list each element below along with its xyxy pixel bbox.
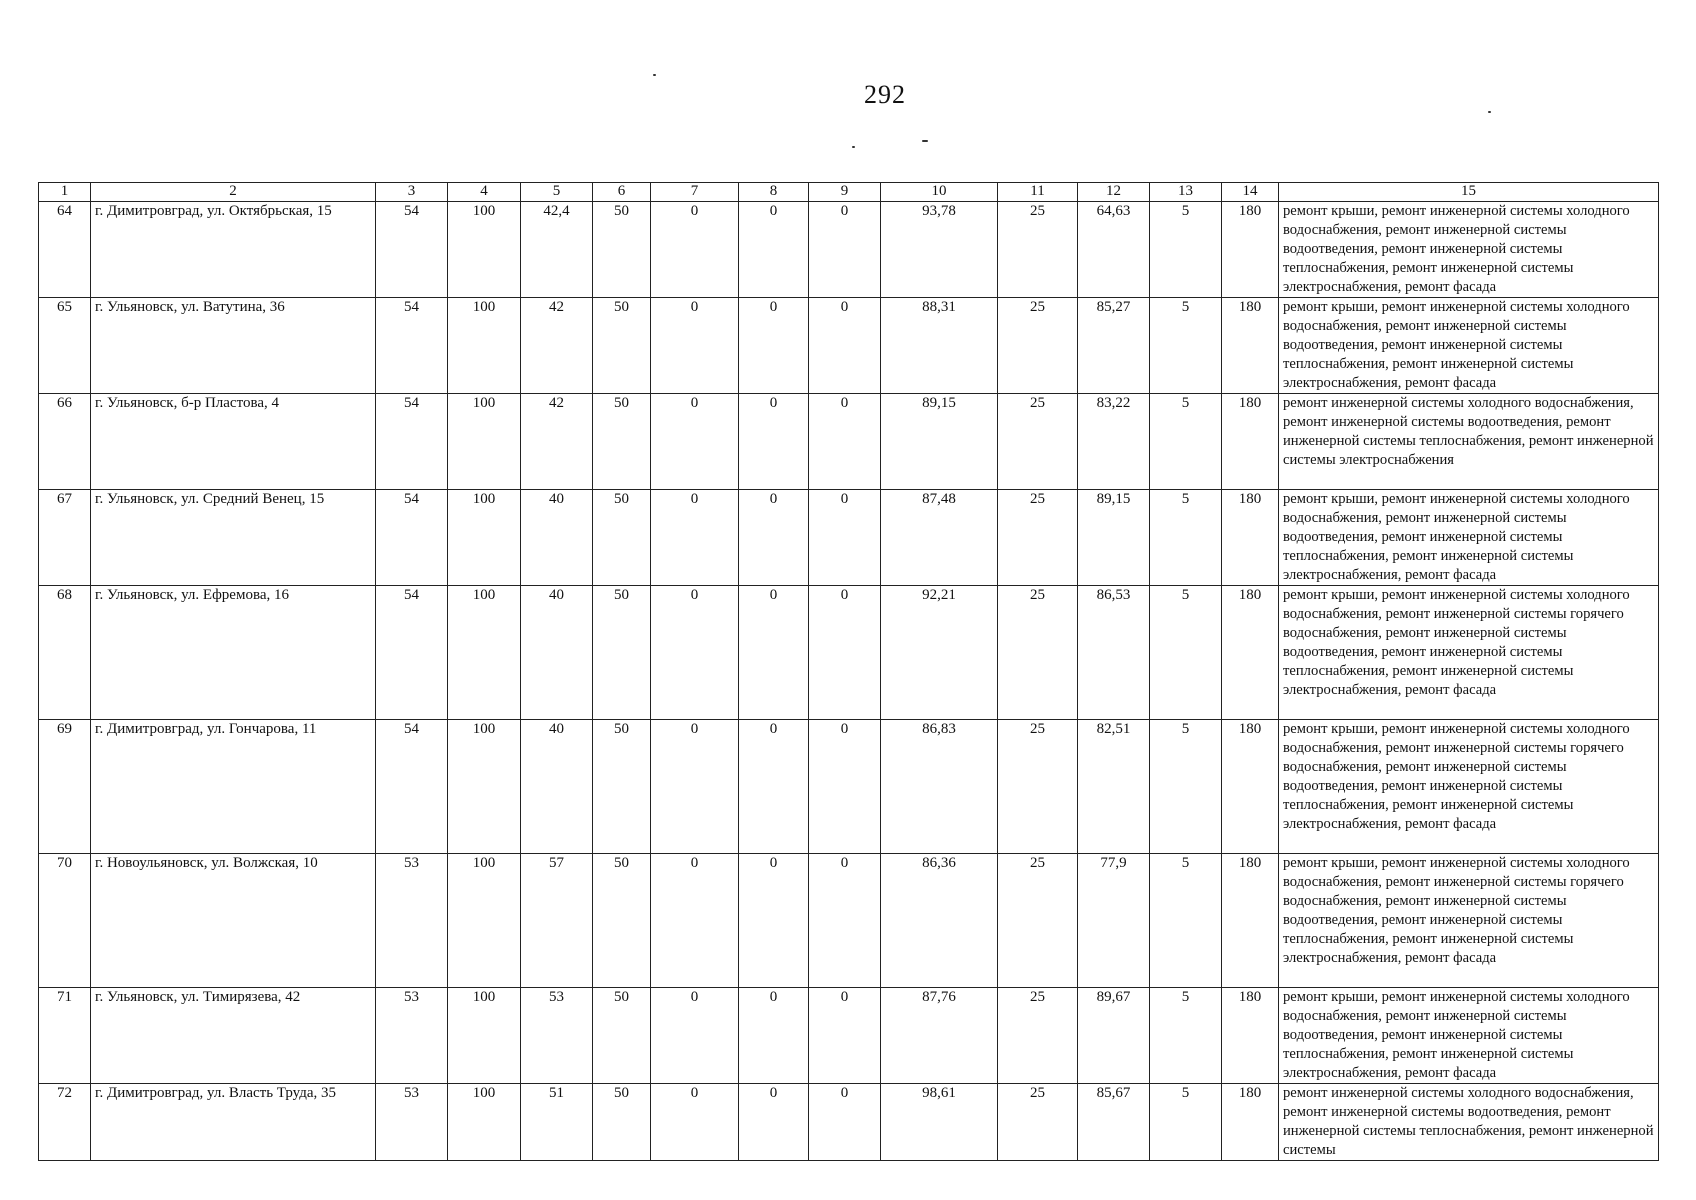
address-cell: г. Ульяновск, ул. Средний Венец, 15	[91, 490, 376, 586]
value-cell: 50	[593, 854, 651, 988]
address-cell: г. Ульяновск, ул. Ватутина, 36	[91, 298, 376, 394]
value-cell: 25	[998, 720, 1078, 854]
value-cell: 57	[521, 854, 593, 988]
address-cell: г. Новоульяновск, ул. Волжская, 10	[91, 854, 376, 988]
table-row	[39, 490, 1659, 586]
value-cell: 100	[448, 490, 521, 586]
value-cell: 180	[1222, 720, 1279, 854]
value-cell: 86,83	[881, 720, 998, 854]
scan-speck	[922, 140, 928, 142]
value-cell: 180	[1222, 298, 1279, 394]
value-cell: 180	[1222, 988, 1279, 1084]
row-number: 71	[39, 988, 91, 1084]
header-row	[39, 183, 1659, 202]
value-cell: 0	[651, 854, 739, 988]
table-row	[39, 298, 1659, 394]
value-cell: 54	[376, 202, 448, 298]
row-number: 66	[39, 394, 91, 490]
value-cell: 25	[998, 490, 1078, 586]
column-header: 1	[39, 183, 91, 202]
scan-speck	[852, 146, 855, 148]
address-cell: г. Димитровград, ул. Октябрьская, 15	[91, 202, 376, 298]
value-cell: 5	[1150, 854, 1222, 988]
value-cell: 40	[521, 720, 593, 854]
works-cell: ремонт крыши, ремонт инженерной системы холодного водоснабжения, ремонт инженерной системы водоотведения, ремонт инженерной системы теплоснабжения, ремонт инженерной системы электроснабжения, ремонт фасада	[1279, 490, 1659, 586]
value-cell: 0	[739, 720, 809, 854]
value-cell: 5	[1150, 394, 1222, 490]
value-cell: 0	[809, 988, 881, 1084]
value-cell: 85,67	[1078, 1084, 1150, 1161]
address-cell: г. Ульяновск, ул. Ефремова, 16	[91, 586, 376, 720]
value-cell: 42	[521, 394, 593, 490]
scan-speck	[1488, 111, 1491, 113]
column-header: 12	[1078, 183, 1150, 202]
value-cell: 50	[593, 586, 651, 720]
row-number: 64	[39, 202, 91, 298]
works-cell: ремонт крыши, ремонт инженерной системы холодного водоснабжения, ремонт инженерной системы водоотведения, ремонт инженерной системы теплоснабжения, ремонт инженерной системы электроснабжения, ремонт фасада	[1279, 202, 1659, 298]
value-cell: 0	[809, 394, 881, 490]
address-cell: г. Ульяновск, б-р Пластова, 4	[91, 394, 376, 490]
row-number: 70	[39, 854, 91, 988]
table-row	[39, 988, 1659, 1084]
value-cell: 98,61	[881, 1084, 998, 1161]
value-cell: 85,27	[1078, 298, 1150, 394]
value-cell: 25	[998, 298, 1078, 394]
value-cell: 0	[651, 202, 739, 298]
value-cell: 0	[809, 720, 881, 854]
column-header: 5	[521, 183, 593, 202]
column-header: 14	[1222, 183, 1279, 202]
value-cell: 0	[809, 202, 881, 298]
page-number: 292	[864, 80, 906, 109]
value-cell: 50	[593, 490, 651, 586]
value-cell: 5	[1150, 1084, 1222, 1161]
value-cell: 100	[448, 586, 521, 720]
column-header: 6	[593, 183, 651, 202]
value-cell: 89,15	[881, 394, 998, 490]
scan-speck	[653, 74, 656, 76]
value-cell: 100	[448, 202, 521, 298]
column-header: 7	[651, 183, 739, 202]
value-cell: 5	[1150, 490, 1222, 586]
value-cell: 0	[739, 988, 809, 1084]
value-cell: 0	[809, 586, 881, 720]
table-row	[39, 586, 1659, 720]
value-cell: 25	[998, 586, 1078, 720]
value-cell: 0	[809, 854, 881, 988]
value-cell: 88,31	[881, 298, 998, 394]
value-cell: 0	[651, 720, 739, 854]
value-cell: 25	[998, 854, 1078, 988]
works-cell: ремонт крыши, ремонт инженерной системы холодного водоснабжения, ремонт инженерной системы горячего водоснабжения, ремонт инженерной системы водоотведения, ремонт инженерной системы теплоснабжения, ремонт инженерной системы электроснабжения, ремонт фасада	[1279, 720, 1659, 854]
value-cell: 87,48	[881, 490, 998, 586]
value-cell: 0	[739, 202, 809, 298]
table-row	[39, 854, 1659, 988]
table-row	[39, 202, 1659, 298]
value-cell: 5	[1150, 202, 1222, 298]
address-cell: г. Ульяновск, ул. Тимирязева, 42	[91, 988, 376, 1084]
column-header: 9	[809, 183, 881, 202]
value-cell: 50	[593, 1084, 651, 1161]
value-cell: 0	[739, 1084, 809, 1161]
column-header: 8	[739, 183, 809, 202]
value-cell: 0	[651, 988, 739, 1084]
data-table	[38, 182, 1659, 1161]
value-cell: 0	[739, 586, 809, 720]
works-cell: ремонт крыши, ремонт инженерной системы холодного водоснабжения, ремонт инженерной системы горячего водоснабжения, ремонт инженерной системы водоотведения, ремонт инженерной системы теплоснабжения, ремонт инженерной системы электроснабжения, ремонт фасада	[1279, 586, 1659, 720]
value-cell: 0	[651, 586, 739, 720]
address-cell: г. Димитровград, ул. Гончарова, 11	[91, 720, 376, 854]
value-cell: 100	[448, 1084, 521, 1161]
value-cell: 100	[448, 988, 521, 1084]
value-cell: 180	[1222, 202, 1279, 298]
address-cell: г. Димитровград, ул. Власть Труда, 35	[91, 1084, 376, 1161]
value-cell: 42	[521, 298, 593, 394]
row-number: 67	[39, 490, 91, 586]
value-cell: 0	[651, 490, 739, 586]
value-cell: 180	[1222, 854, 1279, 988]
value-cell: 0	[651, 298, 739, 394]
value-cell: 180	[1222, 586, 1279, 720]
row-number: 68	[39, 586, 91, 720]
column-header: 4	[448, 183, 521, 202]
works-cell: ремонт инженерной системы холодного водоснабжения, ремонт инженерной системы водоотведения, ремонт инженерной системы теплоснабжения, ремонт инженерной системы	[1279, 1084, 1659, 1161]
value-cell: 87,76	[881, 988, 998, 1084]
value-cell: 100	[448, 720, 521, 854]
row-number: 72	[39, 1084, 91, 1161]
value-cell: 25	[998, 202, 1078, 298]
value-cell: 53	[376, 988, 448, 1084]
value-cell: 0	[651, 1084, 739, 1161]
works-cell: ремонт крыши, ремонт инженерной системы холодного водоснабжения, ремонт инженерной системы водоотведения, ремонт инженерной системы теплоснабжения, ремонт инженерной системы электроснабжения, ремонт фасада	[1279, 298, 1659, 394]
value-cell: 51	[521, 1084, 593, 1161]
value-cell: 0	[809, 1084, 881, 1161]
value-cell: 0	[809, 298, 881, 394]
value-cell: 53	[376, 1084, 448, 1161]
value-cell: 0	[739, 298, 809, 394]
value-cell: 53	[376, 854, 448, 988]
value-cell: 100	[448, 298, 521, 394]
table-row	[39, 394, 1659, 490]
value-cell: 180	[1222, 490, 1279, 586]
value-cell: 54	[376, 298, 448, 394]
value-cell: 77,9	[1078, 854, 1150, 988]
works-cell: ремонт инженерной системы холодного водоснабжения, ремонт инженерной системы водоотведения, ремонт инженерной системы теплоснабжения, ремонт инженерной системы электроснабжения	[1279, 394, 1659, 490]
column-header: 15	[1279, 183, 1659, 202]
works-cell: ремонт крыши, ремонт инженерной системы холодного водоснабжения, ремонт инженерной системы горячего водоснабжения, ремонт инженерной системы водоотведения, ремонт инженерной системы теплоснабжения, ремонт инженерной системы электроснабжения, ремонт фасада	[1279, 854, 1659, 988]
table-row	[39, 720, 1659, 854]
row-number: 65	[39, 298, 91, 394]
value-cell: 25	[998, 988, 1078, 1084]
column-header: 2	[91, 183, 376, 202]
value-cell: 0	[651, 394, 739, 490]
value-cell: 40	[521, 586, 593, 720]
value-cell: 89,67	[1078, 988, 1150, 1084]
value-cell: 54	[376, 490, 448, 586]
value-cell: 100	[448, 394, 521, 490]
value-cell: 54	[376, 720, 448, 854]
value-cell: 83,22	[1078, 394, 1150, 490]
value-cell: 5	[1150, 720, 1222, 854]
value-cell: 0	[739, 854, 809, 988]
value-cell: 64,63	[1078, 202, 1150, 298]
column-header: 10	[881, 183, 998, 202]
value-cell: 50	[593, 720, 651, 854]
value-cell: 92,21	[881, 586, 998, 720]
value-cell: 54	[376, 394, 448, 490]
value-cell: 86,36	[881, 854, 998, 988]
value-cell: 50	[593, 394, 651, 490]
value-cell: 89,15	[1078, 490, 1150, 586]
value-cell: 180	[1222, 394, 1279, 490]
value-cell: 50	[593, 988, 651, 1084]
value-cell: 93,78	[881, 202, 998, 298]
value-cell: 5	[1150, 298, 1222, 394]
value-cell: 180	[1222, 1084, 1279, 1161]
value-cell: 25	[998, 394, 1078, 490]
value-cell: 5	[1150, 586, 1222, 720]
column-header: 3	[376, 183, 448, 202]
value-cell: 0	[809, 490, 881, 586]
value-cell: 40	[521, 490, 593, 586]
value-cell: 0	[739, 490, 809, 586]
column-header: 11	[998, 183, 1078, 202]
works-cell: ремонт крыши, ремонт инженерной системы холодного водоснабжения, ремонт инженерной системы водоотведения, ремонт инженерной системы теплоснабжения, ремонт инженерной системы электроснабжения, ремонт фасада	[1279, 988, 1659, 1084]
value-cell: 25	[998, 1084, 1078, 1161]
value-cell: 42,4	[521, 202, 593, 298]
value-cell: 54	[376, 586, 448, 720]
value-cell: 53	[521, 988, 593, 1084]
row-number: 69	[39, 720, 91, 854]
value-cell: 86,53	[1078, 586, 1150, 720]
value-cell: 5	[1150, 988, 1222, 1084]
table-row	[39, 1084, 1659, 1161]
value-cell: 50	[593, 298, 651, 394]
value-cell: 100	[448, 854, 521, 988]
value-cell: 50	[593, 202, 651, 298]
value-cell: 82,51	[1078, 720, 1150, 854]
column-header: 13	[1150, 183, 1222, 202]
value-cell: 0	[739, 394, 809, 490]
